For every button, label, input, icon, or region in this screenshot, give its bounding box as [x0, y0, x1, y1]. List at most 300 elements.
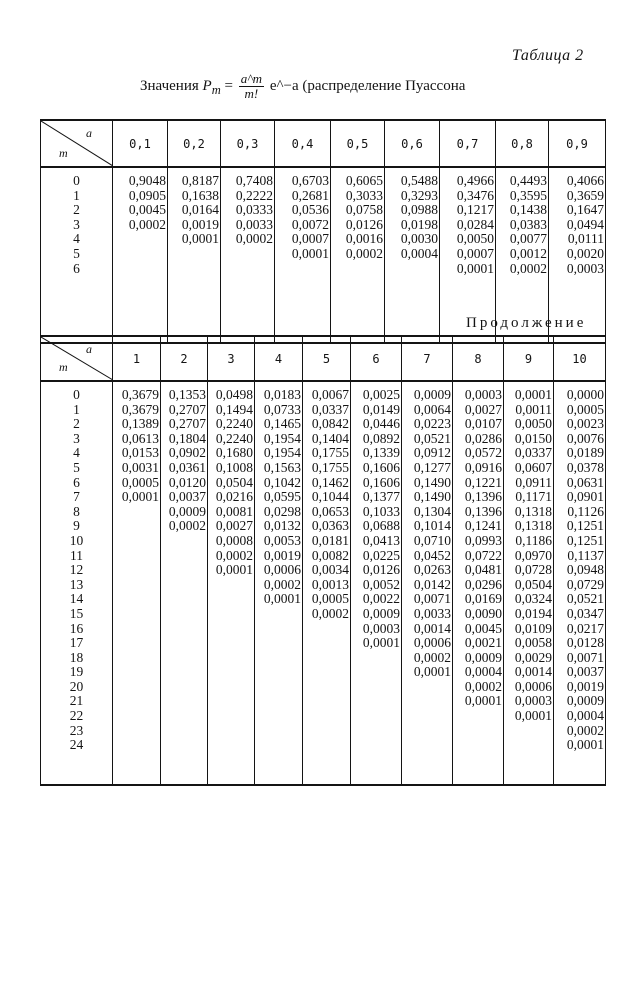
table2-m-column: [41, 381, 113, 785]
table-cell: 0,0001: [514, 387, 552, 402]
table-cell: 0,0058: [514, 635, 552, 651]
table2-value-column: [208, 381, 255, 785]
table-cell: 0,0006: [514, 678, 552, 694]
table-cell: 0,0653: [311, 503, 349, 519]
table-cell: 0,0413: [362, 532, 400, 548]
table-cell: 0,0284: [456, 216, 494, 232]
table-cell: 13: [69, 576, 84, 592]
table-cell: 3: [73, 216, 80, 232]
table-cell: 0,0025: [362, 387, 400, 402]
table-cell: 0,0494: [566, 216, 604, 232]
table-cell: 0,2222: [235, 187, 273, 203]
table-cell: 4: [73, 445, 80, 461]
table-cell: 0,0149: [362, 401, 400, 417]
table-cell: 0,0009: [168, 503, 206, 519]
table-cell: [113, 247, 166, 262]
table-cell: 0,0710: [413, 532, 451, 548]
table1-value-column: [275, 167, 331, 343]
table-cell: 0,3659: [566, 187, 604, 203]
table2-value-column: [554, 381, 606, 785]
table2-header-cell: 1: [113, 336, 161, 381]
caption-exp: e^−a: [269, 77, 299, 94]
table-cell: 0,0033: [413, 605, 451, 621]
table-cell: 0,1396: [464, 503, 502, 519]
table-cell: 0,1954: [263, 445, 301, 461]
table2-value-column: [504, 381, 554, 785]
table-cell: 0,0019: [566, 678, 604, 694]
table-cell: 4: [73, 231, 80, 247]
table1-m-column: [41, 167, 113, 343]
table-cell: 0,0189: [566, 445, 604, 461]
table2-header-cell: 4: [255, 336, 303, 381]
table-cell: 0,0000: [566, 387, 604, 402]
table1-header-cell: 0,9: [549, 120, 606, 167]
table-cell: 0,2681: [291, 187, 329, 203]
table1-header-row: [41, 120, 606, 167]
table-cell: 0,0521: [566, 591, 604, 607]
table-cell: 0,0005: [121, 474, 159, 490]
table-cell: 0,2240: [215, 416, 253, 432]
table-cell: 0,0150: [514, 430, 552, 446]
table-cell: [221, 262, 273, 277]
table-cell: 0,0916: [464, 459, 502, 475]
table-cell: 0,7408: [235, 173, 273, 188]
table-cell: 0,0009: [362, 605, 400, 621]
table-cell: 0,0613: [121, 430, 159, 446]
table-cell: 17: [69, 635, 84, 651]
table-cell: 0,0019: [181, 216, 219, 232]
table-cell: 0,1137: [567, 547, 604, 563]
table-cell: 0,4966: [456, 173, 494, 188]
table-cell: 0,0009: [566, 693, 604, 709]
table-cell: 0,0120: [168, 474, 206, 490]
table2-header-cell: 9: [504, 336, 554, 381]
table-cell: 6: [73, 260, 80, 276]
table-cell: 0,0688: [362, 518, 400, 534]
table1-header-cell: 0,2: [168, 120, 221, 167]
table-cell: 0,0004: [464, 664, 502, 680]
table-cell: 0,1494: [215, 401, 253, 417]
table2-header-cell: 10: [554, 336, 606, 381]
table-cell: 0,0011: [515, 401, 552, 417]
caption-suffix: (распределение Пуассона: [302, 77, 466, 94]
table-cell: 0,0498: [215, 387, 253, 402]
table-cell: 0,0223: [413, 416, 451, 432]
caption-equals: =: [220, 77, 237, 94]
table-caption: [140, 72, 465, 101]
table-cell: 0,1042: [263, 474, 301, 490]
continuation-label: Продолжение: [466, 315, 587, 331]
table-cell: 0,0446: [362, 416, 400, 432]
table-cell: 5: [73, 245, 80, 261]
table-cell: 0,0019: [263, 547, 301, 563]
table-cell: 0,1563: [263, 459, 301, 475]
table-cell: 0,0572: [464, 445, 502, 461]
table-cell: 0,0298: [263, 503, 301, 519]
table-cell: 0,0022: [362, 591, 400, 607]
table-cell: 0,0002: [464, 678, 502, 694]
table-cell: 0,1044: [311, 489, 349, 505]
table-cell: 0,0003: [362, 620, 400, 636]
table-cell: 0,0045: [128, 202, 166, 218]
table-cell: 7: [73, 489, 80, 505]
table-cell: 0,0027: [215, 518, 253, 534]
table1-value-column: [168, 167, 221, 343]
table-cell: 0,1462: [311, 474, 349, 490]
table-cell: 0,1396: [464, 489, 502, 505]
table-cell: 0,0003: [514, 693, 552, 709]
table-cell: 0,0363: [311, 518, 349, 534]
table-cell: 0,0029: [514, 649, 552, 665]
table-cell: 0,0067: [311, 387, 349, 402]
table-cell: 0,0002: [413, 649, 451, 665]
table-cell: 15: [69, 605, 84, 621]
table-cell: 0,0521: [413, 430, 451, 446]
caption-fraction: [239, 72, 264, 101]
table-cell: 0,0037: [566, 664, 604, 680]
table-cell: 0,0126: [362, 562, 400, 578]
table-cell: 0,0037: [168, 489, 206, 505]
table-cell: 0,0164: [181, 202, 219, 218]
table-cell: 0,0892: [362, 430, 400, 446]
table-cell: 9: [73, 518, 80, 534]
table-cell: 0,1277: [413, 459, 451, 475]
table-cell: 0,0504: [514, 576, 552, 592]
table2-value-column: [161, 381, 208, 785]
table-cell: 0,0005: [566, 401, 604, 417]
caption-denominator: m!: [244, 86, 259, 101]
table-cell: 0,0729: [566, 576, 604, 592]
table-cell: 0,8187: [181, 173, 219, 188]
table-cell: 0,0002: [345, 245, 383, 261]
table-cell: 0,0076: [566, 430, 604, 446]
table-cell: 0,1490: [413, 474, 451, 490]
table-cell: 0,0013: [311, 576, 349, 592]
table-cell: 0,0002: [235, 231, 273, 247]
table-cell: 0,1318: [514, 503, 552, 519]
table-cell: 0,1008: [215, 459, 253, 475]
table-cell: 21: [69, 693, 84, 709]
table-cell: 0,0001: [362, 635, 400, 651]
table-cell: 0,0001: [215, 562, 253, 578]
table-cell: 0,0905: [128, 187, 166, 203]
table-cell: 5: [73, 459, 80, 475]
table-cell: 0,1954: [263, 430, 301, 446]
table-cell: 0,0111: [567, 231, 604, 247]
table-cell: 0,0002: [566, 722, 604, 738]
table-cell: 0,0007: [456, 245, 494, 261]
table1-value-column: [385, 167, 440, 343]
table-cell: 0,0003: [464, 387, 502, 402]
table-cell: 0,0722: [464, 547, 502, 563]
table-cell: 0: [73, 387, 80, 402]
table-cell: 16: [69, 620, 84, 636]
table-cell: 0,0536: [291, 202, 329, 218]
table1-value-column: [331, 167, 385, 343]
caption-pm: [202, 77, 221, 97]
table-cell: 0,0452: [413, 547, 451, 563]
table-cell: 0,1755: [311, 459, 349, 475]
table-cell: 0,1014: [413, 518, 451, 534]
table2-header-cell: 6: [351, 336, 402, 381]
table-cell: 0,0948: [566, 562, 604, 578]
table-cell: 0,0009: [464, 649, 502, 665]
table1-header-cell: 0,3: [221, 120, 275, 167]
table1-value-column: [113, 167, 168, 343]
table-cell: 1: [73, 187, 80, 203]
table-cell: 0,0733: [263, 401, 301, 417]
table-cell: 0,0081: [215, 503, 253, 519]
table-cell: 0,0361: [168, 459, 206, 475]
table-cell: 20: [69, 678, 84, 694]
table2-header-cell: 7: [402, 336, 453, 381]
table-cell: 0,9048: [128, 173, 166, 188]
table-cell: 0,3033: [345, 187, 383, 203]
table-cell: 0,0378: [566, 459, 604, 475]
table-cell: 0,0090: [464, 605, 502, 621]
table-cell: 11: [70, 547, 83, 563]
table-cell: 1: [73, 401, 80, 417]
table-cell: 0,1339: [362, 445, 400, 461]
table-cell: 0,0001: [456, 260, 494, 276]
table-cell: 0,0911: [515, 474, 552, 490]
table-cell: 0,0153: [121, 445, 159, 461]
table-cell: 0,0016: [345, 231, 383, 247]
table1-header-cell: 0,7: [440, 120, 496, 167]
table-cell: 2: [73, 202, 80, 218]
table-cell: 0,0033: [235, 216, 273, 232]
table-cell: 0,0001: [263, 591, 301, 607]
table-cell: 0,1033: [362, 503, 400, 519]
table-cell: 0,0045: [464, 620, 502, 636]
table-cell: [275, 262, 329, 277]
table-cell: [385, 262, 438, 277]
table1-header-cell: 0,4: [275, 120, 331, 167]
table-cell: 0,1377: [362, 489, 400, 505]
table1-header-cell: 0,5: [331, 120, 385, 167]
table-cell: [168, 262, 219, 277]
table-cell: 0,3679: [121, 401, 159, 417]
table-cell: 18: [69, 649, 84, 665]
caption-numerator: a^m: [240, 71, 263, 86]
table-cell: 0,6065: [345, 173, 383, 188]
table-cell: 0,0902: [168, 445, 206, 461]
table-cell: 0,0034: [311, 562, 349, 578]
table-cell: 0,0001: [566, 737, 604, 753]
table1-m-label: m: [59, 146, 68, 160]
table-cell: 0,0002: [215, 547, 253, 563]
table-cell: 0,0021: [464, 635, 502, 651]
table-cell: 0,0595: [263, 489, 301, 505]
table-cell: 0,0001: [181, 231, 219, 247]
table-cell: 0,0023: [566, 416, 604, 432]
table-cell: 0,4493: [509, 173, 547, 188]
table-cell: 0,3293: [400, 187, 438, 203]
caption-prefix: Значения: [140, 77, 199, 94]
table-cell: 2: [73, 416, 80, 432]
table2-value-column: [453, 381, 504, 785]
table-cell: 0,0004: [566, 708, 604, 724]
table-cell: [168, 247, 219, 262]
table-cell: 0,0217: [566, 620, 604, 636]
table-cell: 0,0216: [215, 489, 253, 505]
table-cell: 0,0002: [509, 260, 547, 276]
table-cell: 0,1389: [121, 416, 159, 432]
table2-header-cell: 5: [303, 336, 351, 381]
table2-value-column: [113, 381, 161, 785]
table-number-label: Таблица 2: [512, 47, 584, 64]
table2-value-column: [351, 381, 402, 785]
table-cell: 0,0072: [291, 216, 329, 232]
table-cell: 0,1647: [566, 202, 604, 218]
caption-pm-letter: P: [202, 77, 212, 94]
table-cell: 0,0128: [566, 635, 604, 651]
table-cell: 14: [69, 591, 84, 607]
table-cell: 0,0263: [413, 562, 451, 578]
table-cell: 0,0132: [263, 518, 301, 534]
table-cell: 0,1241: [464, 518, 502, 534]
table-cell: 0,0052: [362, 576, 400, 592]
table-cell: 0,0337: [514, 445, 552, 461]
table-cell: 0,0001: [413, 664, 451, 680]
table-cell: 22: [69, 708, 84, 724]
table-cell: 0,0014: [413, 620, 451, 636]
table-cell: 23: [69, 722, 84, 738]
table-cell: 0,1304: [413, 503, 451, 519]
table-cell: 0,0002: [311, 605, 349, 621]
table-cell: 0,0006: [263, 562, 301, 578]
table-cell: 0,1638: [181, 187, 219, 203]
table-cell: 0,0183: [263, 387, 301, 402]
table-cell: 0,0504: [215, 474, 253, 490]
table-cell: 0,1217: [456, 202, 494, 218]
table-cell: 0: [73, 173, 80, 188]
table-cell: 0,0006: [413, 635, 451, 651]
caption-pm-sub: m: [211, 82, 221, 97]
table-cell: 0,0064: [413, 401, 451, 417]
table-cell: 0,0002: [263, 576, 301, 592]
table-cell: 0,0014: [514, 664, 552, 680]
table-cell: [113, 262, 166, 277]
table-cell: 10: [69, 532, 84, 548]
table2-m-label: m: [59, 360, 68, 374]
table-cell: 0,0050: [514, 416, 552, 432]
table-cell: 0,0142: [413, 576, 451, 592]
table-cell: 6: [73, 474, 80, 490]
table-cell: 0,3595: [509, 187, 547, 203]
table2-corner-cell: [41, 336, 113, 381]
table-cell: 0,0225: [362, 547, 400, 563]
table-cell: [331, 262, 383, 277]
table-cell: 0,4066: [566, 173, 604, 188]
table-cell: 0,1438: [509, 202, 547, 218]
table-cell: 0,1221: [464, 474, 502, 490]
table-cell: 0,0001: [121, 489, 159, 505]
table2-value-column: [255, 381, 303, 785]
table-cell: 0,0607: [514, 459, 552, 475]
table-cell: 0,0333: [235, 202, 273, 218]
table2-body-row: [41, 381, 606, 785]
table-cell: 0,0296: [464, 576, 502, 592]
table-cell: 0,0002: [168, 518, 206, 534]
table-cell: 0,1606: [362, 459, 400, 475]
table-cell: 0,0077: [509, 231, 547, 247]
table1-a-label: a: [86, 126, 92, 140]
table-cell: 0,1171: [515, 489, 552, 505]
poisson-table-2: [40, 335, 606, 786]
table-cell: 0,0053: [263, 532, 301, 548]
table-cell: 0,0030: [400, 231, 438, 247]
table-cell: 12: [69, 562, 84, 578]
table-cell: 0,1755: [311, 445, 349, 461]
table-cell: 0,1465: [263, 416, 301, 432]
table-cell: 0,0009: [413, 387, 451, 402]
table2-header-row: [41, 336, 606, 381]
table-cell: 0,2707: [168, 416, 206, 432]
table1-value-column: [221, 167, 275, 343]
table-cell: 0,0001: [514, 708, 552, 724]
table-cell: 0,1606: [362, 474, 400, 490]
table-cell: 0,0082: [311, 547, 349, 563]
table-cell: 0,0002: [128, 216, 166, 232]
table-cell: [221, 247, 273, 262]
table-cell: 24: [69, 737, 84, 753]
table-cell: 0,1318: [514, 518, 552, 534]
table-cell: 0,3679: [121, 387, 159, 402]
table-cell: 0,0842: [311, 416, 349, 432]
table-cell: 0,0004: [400, 245, 438, 261]
table-cell: 0,0071: [413, 591, 451, 607]
table-cell: 0,0107: [464, 416, 502, 432]
table1-header-cell: 0,1: [113, 120, 168, 167]
table2-header-cell: 8: [453, 336, 504, 381]
table-cell: 0,0758: [345, 202, 383, 218]
table-cell: [113, 232, 166, 247]
table-cell: 0,0194: [514, 605, 552, 621]
table-cell: 0,0970: [514, 547, 552, 563]
table2-header-cell: 3: [208, 336, 255, 381]
table-cell: 0,0383: [509, 216, 547, 232]
table-cell: 0,1126: [567, 503, 604, 519]
table2-header-cell: 2: [161, 336, 208, 381]
table-cell: 0,0109: [514, 620, 552, 636]
table-cell: 0,1404: [311, 430, 349, 446]
table-cell: 0,0071: [566, 649, 604, 665]
table-cell: 0,1251: [566, 518, 604, 534]
table-cell: 8: [73, 503, 80, 519]
table-cell: 0,0031: [121, 459, 159, 475]
table-cell: 0,0007: [291, 231, 329, 247]
table1-corner-cell: [41, 120, 113, 167]
table-cell: 0,0020: [566, 245, 604, 261]
table2-value-column: [303, 381, 351, 785]
table-cell: 0,0012: [509, 245, 547, 261]
table-cell: 0,0169: [464, 591, 502, 607]
table-cell: 0,1353: [168, 387, 206, 402]
table-cell: 0,2240: [215, 430, 253, 446]
table-cell: 0,0008: [215, 532, 253, 548]
poisson-table-1: [40, 119, 606, 344]
table1-corner-diagonal: [41, 121, 113, 166]
table-cell: 0,3476: [456, 187, 494, 203]
table1-header-cell: 0,6: [385, 120, 440, 167]
table-cell: 0,1490: [413, 489, 451, 505]
table-cell: 0,0993: [464, 532, 502, 548]
table-cell: 0,2707: [168, 401, 206, 417]
table-cell: 0,0901: [566, 489, 604, 505]
table1-header-cell: 0,8: [496, 120, 549, 167]
table-cell: 0,1186: [515, 532, 552, 548]
